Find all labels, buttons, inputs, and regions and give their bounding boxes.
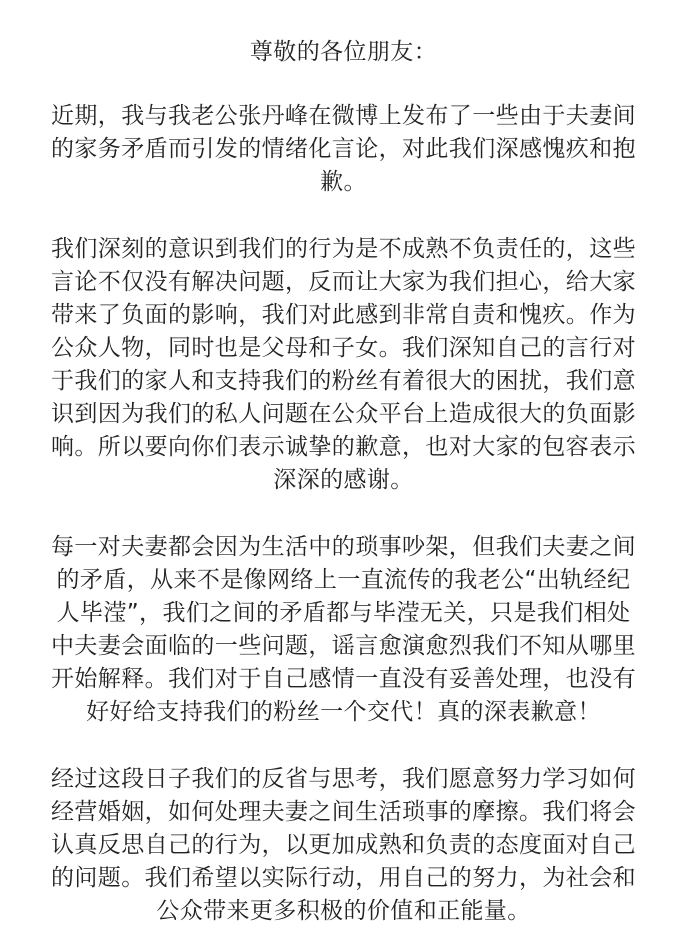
text-line: 开始解释。我们对于自己感情一直没有妥善处理，也没有 (51, 666, 636, 692)
text-line: 人毕滢”，我们之间的矛盾都与毕滢无关，只是我们相处 (56, 600, 631, 626)
paragraph-1 (26, 100, 661, 199)
text-line: 经营婚姻，如何处理夫妻之间生活琐事的摩擦。我们将会 (51, 799, 636, 825)
text-line: 于我们的家人和支持我们的粉丝有着很大的困扰，我们意 (51, 368, 636, 394)
text-line: 好好给支持我们的粉丝一个交代！真的深表歉意！ (86, 699, 601, 725)
text-line: 公众人物，同时也是父母和子女。我们深知自己的言行对 (51, 335, 636, 361)
text-line: 识到因为我们的私人问题在公众平台上造成很大的负面影 (51, 401, 636, 427)
paragraph-3 (26, 531, 661, 729)
text-line: 的家务矛盾而引发的情绪化言论，对此我们深感愧疚和抱 (51, 136, 636, 162)
text-line: 我们深刻的意识到我们的行为是不成熟不负责任的，这些 (51, 236, 636, 262)
text-line: 言论不仅没有解决问题，反而让大家为我们担心，给大家 (51, 269, 636, 295)
text-line: 深深的感谢。 (273, 467, 414, 493)
text-line: 每一对夫妻都会因为生活中的琐事吵架，但我们夫妻之间 (51, 534, 636, 560)
greeting-heading: 尊敬的各位朋友： (249, 39, 438, 65)
text-line: 的问题。我们希望以实际行动，用自己的努力，为社会和 (51, 865, 636, 891)
paragraph-4 (26, 763, 661, 928)
text-line: 近期，我与我老公张丹峰在微博上发布了一些由于夫妻间 (51, 103, 636, 129)
text-line: 公众带来更多积极的价值和正能量。 (156, 898, 531, 924)
text-line: 经过这段日子我们的反省与思考，我们愿意努力学习如何 (51, 766, 636, 792)
text-line: 歉。 (320, 169, 367, 195)
paragraph-2 (26, 233, 661, 497)
text-line: 认真反思自己的行为，以更加成熟和负责的态度面对自己 (51, 832, 636, 858)
text-line: 中夫妻会面临的一些问题，谣言愈演愈烈我们不知从哪里 (51, 633, 636, 659)
text-line: 的矛盾，从来不是像网络上一直流传的我老公“出轨经纪 (56, 567, 631, 593)
text-line: 带来了负面的影响，我们对此感到非常自责和愧疚。作为 (51, 302, 636, 328)
text-line: 响。所以要向你们表示诚挚的歉意，也对大家的包容表示 (51, 434, 636, 460)
